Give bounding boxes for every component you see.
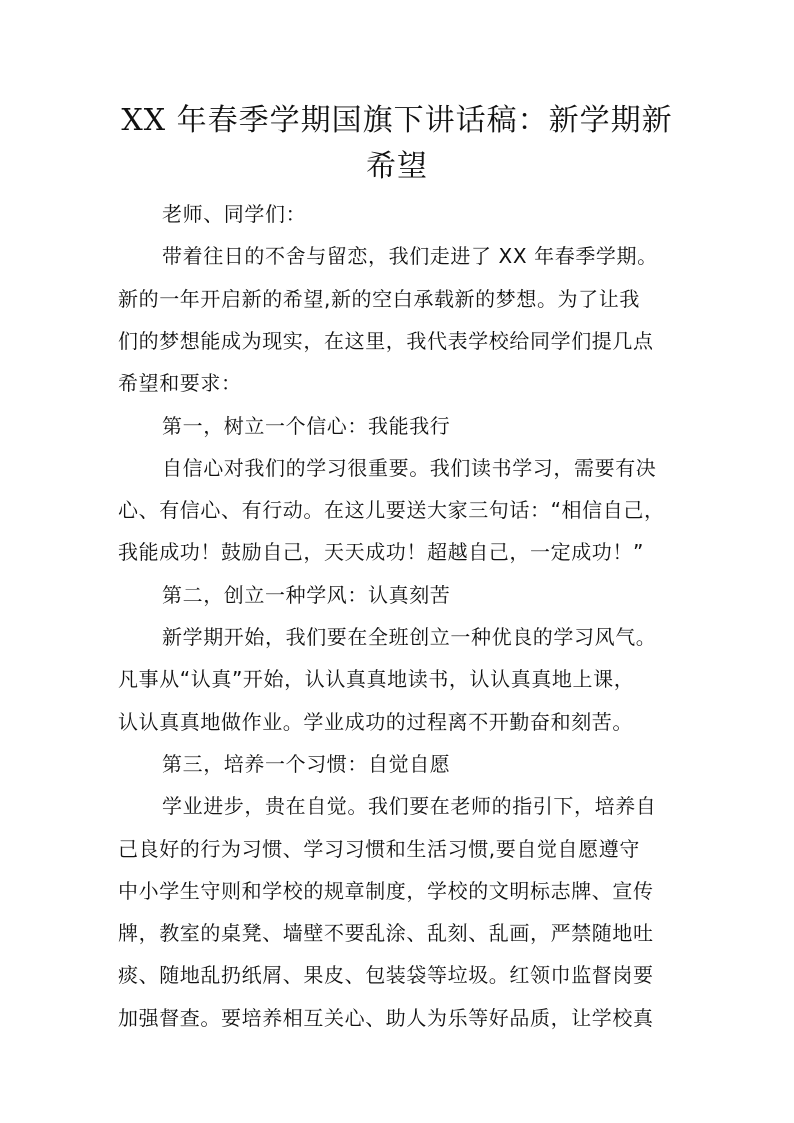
document-title-line-1: XX 年春季学期国旗下讲话稿：新学期新 [121,103,673,138]
body-line: 第三，培养一个习惯：自觉自愿 [162,752,451,776]
body-line: 新的一年开启新的希望,新的空白承载新的梦想。为了让我 [118,287,640,311]
body-line: 加强督查。要培养相互关心、助人为乐等好品质，让学校真 [118,1006,654,1030]
body-line: 带着往日的不舍与留恋，我们走进了 XX 年春季学期。 [162,244,658,268]
body-line: 中小学生守则和学校的规章制度，学校的文明标志牌、宣传 [118,879,654,903]
body-line: 学业进步，贵在自觉。我们要在老师的指引下，培养自 [162,794,657,818]
body-line: 凡事从“认真”开始，认认真真地读书，认认真真地上课， [118,667,635,691]
body-line: 心、有信心、有行动。在这儿要送大家三句话：“相信自己， [118,498,665,522]
body-line: 痰、随地乱扔纸屑、果皮、包装袋等垃圾。红领巾监督岗要 [118,963,654,987]
body-line: 自信心对我们的学习很重要。我们读书学习，需要有决 [162,456,657,480]
body-line: 第二，创立一种学风：认真刻苦 [162,583,451,607]
body-line: 希望和要求： [118,371,242,395]
body-line: 认认真真地做作业。学业成功的过程离不开勤奋和刻苦。 [118,710,633,734]
body-line: 我能成功！鼓励自己，天天成功！超越自己，一定成功！” [118,540,644,564]
document-title-line-2: 希望 [366,149,428,184]
body-line: 新学期开始，我们要在全班创立一种优良的学习风气。 [162,625,657,649]
body-line: 己良好的行为习惯、学习习惯和生活习惯,要自觉自愿遵守 [118,837,640,861]
body-line: 第一，树立一个信心：我能我行 [162,414,451,438]
body-line: 们的梦想能成为现实，在这里，我代表学校给同学们提几点 [118,329,654,353]
body-line: 牌，教室的桌凳、墙壁不要乱涂、乱刻、乱画，严禁随地吐 [118,921,654,945]
body-line: 老师、同学们： [162,202,307,226]
